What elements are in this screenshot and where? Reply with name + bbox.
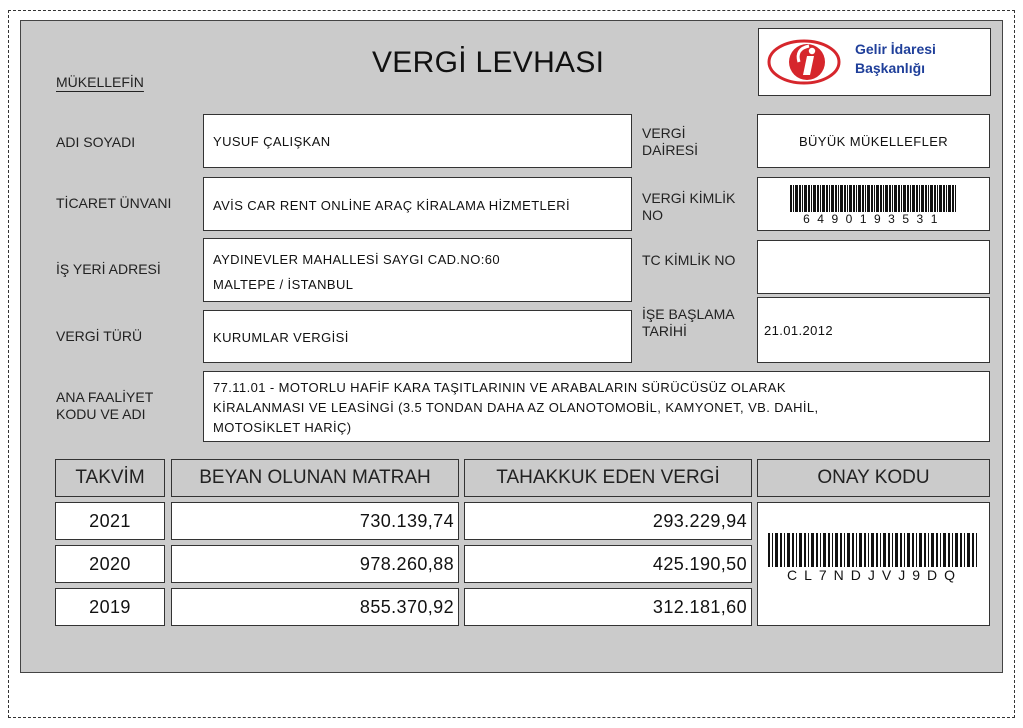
label-ana-faaliyet: ANA FAALİYET KODU VE ADI [56, 389, 154, 422]
value-ana-faaliyet: 77.11.01 - MOTORLU HAFİF KARA TAŞITLARININ VE ARABALARIN SÜRÜCÜSÜZ OLARAK KİRALANMASI VE LEASİNGİ (3.5 TONDAN DAHA AZ OLANOTOMOBİL, KAMYONET, VB. DAHİL, MOTOSİKLET HARİÇ) [203, 371, 990, 442]
value-vergi-dairesi: BÜYÜK MÜKELLEFLER [757, 114, 990, 168]
page-title: VERGİ LEVHASI [372, 46, 605, 79]
gib-logo [758, 28, 991, 96]
onay-barcode-icon [768, 533, 981, 567]
cell-vergi: 425.190,50 [464, 545, 752, 583]
value-adi-soyadi: YUSUF ÇALIŞKAN [203, 114, 632, 168]
onay-kodu-text: CL7NDJVJ9DQ [786, 567, 963, 583]
cell-matrah: 978.260,88 [171, 545, 459, 583]
value-vergi-kimlik-no [757, 177, 990, 231]
onay-kodu-cell [757, 502, 990, 626]
label-tc-kimlik-no: TC KİMLİK NO [642, 252, 736, 268]
cell-matrah: 855.370,92 [171, 588, 459, 626]
cell-matrah: 730.139,74 [171, 502, 459, 540]
cell-year: 2019 [55, 588, 165, 626]
header-onay-kodu: ONAY KODU [757, 459, 990, 497]
vkn-barcode-text: 6490193531 [803, 212, 945, 226]
cell-vergi: 293.229,94 [464, 502, 752, 540]
value-is-yeri-adresi: AYDINEVLER MAHALLESİ SAYGI CAD.NO:60 MALTEPE / İSTANBUL [203, 238, 632, 302]
cell-year: 2020 [55, 545, 165, 583]
value-ticaret-unvani: AVİS CAR RENT ONLİNE ARAÇ KİRALAMA HİZMETLERİ [203, 177, 632, 231]
logo-text-line1: Gelir İdaresi [855, 41, 936, 57]
vkn-barcode-icon [790, 185, 958, 212]
label-vergi-dairesi: VERGİ DAİRESİ [642, 125, 699, 158]
cell-vergi: 312.181,60 [464, 588, 752, 626]
label-is-yeri-adresi: İŞ YERİ ADRESİ [56, 261, 161, 277]
value-tc-kimlik-no [757, 240, 990, 294]
label-vergi-kimlik-no: VERGİ KİMLİK NO [642, 190, 736, 223]
header-takvim: TAKVİM [55, 459, 165, 497]
header-beyan-matrah: BEYAN OLUNAN MATRAH [171, 459, 459, 497]
value-ise-baslama-tarihi: 21.01.2012 [757, 297, 990, 363]
gib-emblem-icon [765, 35, 843, 89]
label-adi-soyadi: ADI SOYADI [56, 134, 136, 150]
label-ticaret-unvani: TİCARET ÜNVANI [56, 195, 172, 211]
label-ise-baslama-tarihi: İŞE BAŞLAMA TARİHİ [642, 306, 735, 339]
mukellef-label: MÜKELLEFİN [56, 74, 144, 90]
header-tahakkuk-vergi: TAHAKKUK EDEN VERGİ [464, 459, 752, 497]
label-vergi-turu: VERGİ TÜRÜ [56, 328, 143, 344]
value-vergi-turu: KURUMLAR VERGİSİ [203, 310, 632, 363]
logo-text-line2: Başkanlığı [855, 60, 926, 76]
cell-year: 2021 [55, 502, 165, 540]
